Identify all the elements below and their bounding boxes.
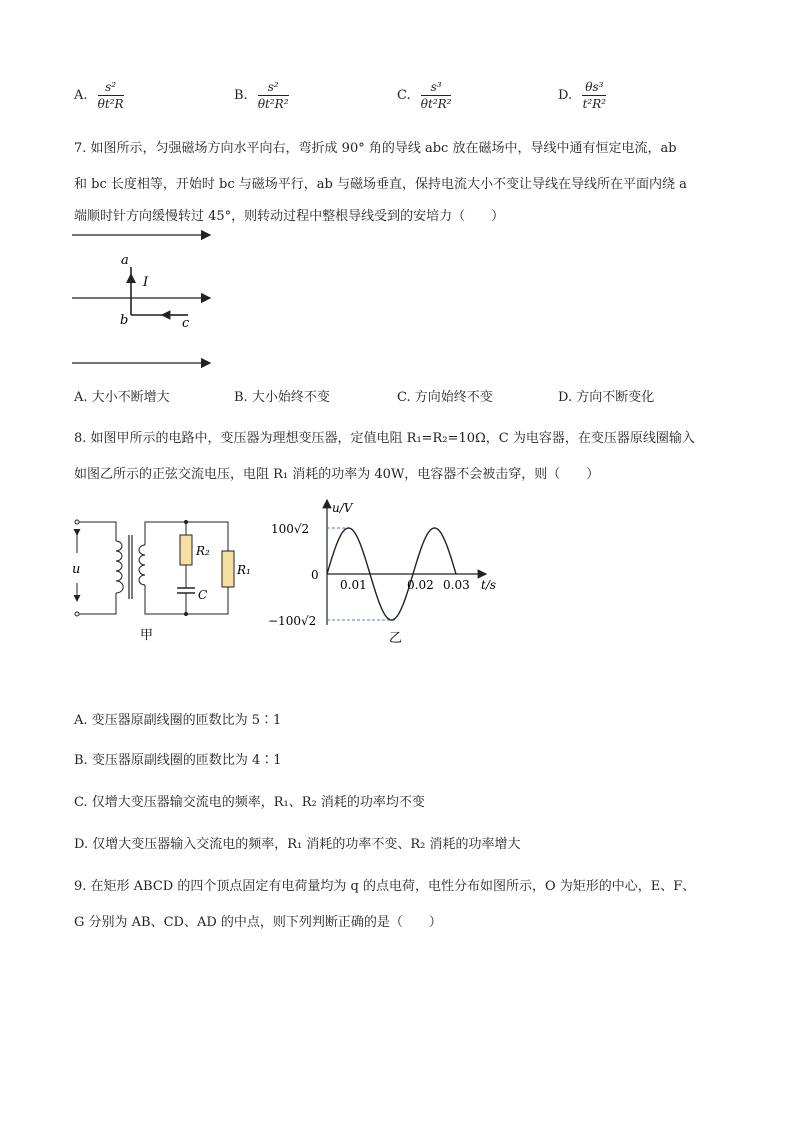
q8-option-d: D. 仅增大变压器输入交流电的频率，R₁ 消耗的功率不变、R₂ 消耗的功率增大 (74, 837, 521, 852)
label-r1: R₁ (237, 563, 251, 577)
label-a: a (121, 253, 129, 268)
primary-wire-bottom (79, 593, 116, 614)
junction-top (184, 520, 188, 524)
q8-option-a: A. 变压器原副线圈的匝数比为 5∶1 (74, 713, 282, 728)
label-b: b (120, 313, 129, 328)
resistor-r1 (222, 551, 234, 587)
numerator: s² (258, 80, 289, 96)
q9-stem-line-1: 9. 在矩形 ABCD 的四个顶点固定有电荷量均为 q 的点电荷，电性分布如图所示，O 为矩形的中心，E、F、 (74, 879, 696, 894)
fraction (421, 80, 452, 111)
y-tick-max: 100√2 (271, 522, 310, 536)
fraction (98, 80, 124, 111)
primary-coil (116, 541, 123, 593)
circuit-caption: 甲 (140, 628, 154, 643)
label-c: c (182, 316, 190, 331)
q6-option-b (234, 80, 289, 111)
q8-voltage-graph (262, 492, 512, 652)
q8-stem-line-1: 8. 如图甲所示的电路中，变压器为理想变压器，定值电阻 R₁=R₂=10Ω，C 为电容器，在变压器原线圈输入 (74, 431, 695, 446)
y-tick-min: −100√2 (268, 614, 317, 628)
option-letter: B. (234, 88, 248, 103)
q8-option-c: C. 仅增大变压器输交流电的频率，R₁、R₂ 消耗的功率均不变 (74, 795, 425, 810)
q7-stem-line-3: 端顺时针方向缓慢转过 45°，则转动过程中整根导线受到的安培力（ ） (74, 209, 505, 224)
q8-option-b: B. 变压器原副线圈的匝数比为 4∶1 (74, 753, 282, 768)
q6-option-c (397, 80, 451, 111)
numerator: s² (98, 80, 124, 96)
x-tick-0.03: 0.03 (443, 578, 470, 592)
q6-option-d (558, 80, 606, 111)
denominator: θt²R (97, 97, 124, 111)
x-tick-0.02: 0.02 (407, 578, 434, 592)
resistor-r2 (180, 535, 192, 565)
denominator: t²R² (582, 97, 607, 111)
q7-option-c: C. 方向始终不变 (397, 390, 493, 405)
option-letter: C. (397, 88, 411, 103)
current-arrow (126, 273, 136, 283)
q7-option-b: B. 大小始终不变 (234, 390, 330, 405)
numerator: θs³ (582, 80, 606, 96)
option-letter: A. (74, 88, 88, 103)
q6-option-a (74, 80, 124, 111)
q8-stem-line-2: 如图乙所示的正弦交流电压，电阻 R₁ 消耗的功率为 40W，电容器不会被击穿，则（ ） (74, 467, 600, 482)
q7-option-d: D. 方向不断变化 (558, 390, 655, 405)
origin-label: 0 (311, 568, 319, 582)
input-terminal-bottom (75, 612, 79, 616)
label-u: u (72, 562, 81, 577)
y-axis-label: u/V (332, 501, 353, 515)
fraction (258, 80, 289, 111)
x-axis-label: t/s (481, 578, 497, 592)
q9-stem-line-2: G 分别为 AB、CD、AD 的中点，则下列判断正确的是（ ） (74, 915, 442, 930)
q7-stem-line-1: 7. 如图所示，匀强磁场方向水平向右，弯折成 90° 角的导线 abc 放在磁场中，导线中通有恒定电流，ab (74, 141, 677, 156)
x-tick-0.01: 0.01 (340, 578, 367, 592)
primary-wire-top (79, 522, 116, 541)
option-letter: D. (558, 88, 573, 103)
input-terminal-top (75, 520, 79, 524)
q7-stem-line-2: 和 bc 长度相等，开始时 bc 与磁场平行，ab 与磁场垂直，保持电流大小不变让导线在导线所在平面内绕 a (74, 177, 687, 192)
graph-caption: 乙 (389, 631, 403, 646)
numerator: s³ (421, 80, 452, 96)
label-c: C (198, 588, 208, 602)
fraction (582, 80, 606, 111)
denominator: θt²R² (257, 97, 289, 111)
label-current: I (143, 275, 149, 290)
denominator: θt²R² (420, 97, 452, 111)
junction-bottom (184, 612, 188, 616)
secondary-coil (139, 545, 145, 585)
q8-circuit-diagram (66, 505, 256, 645)
q7-option-a: A. 大小不断增大 (74, 390, 170, 405)
label-r2: R₂ (196, 544, 210, 558)
q7-magnetic-field-figure (70, 225, 220, 375)
